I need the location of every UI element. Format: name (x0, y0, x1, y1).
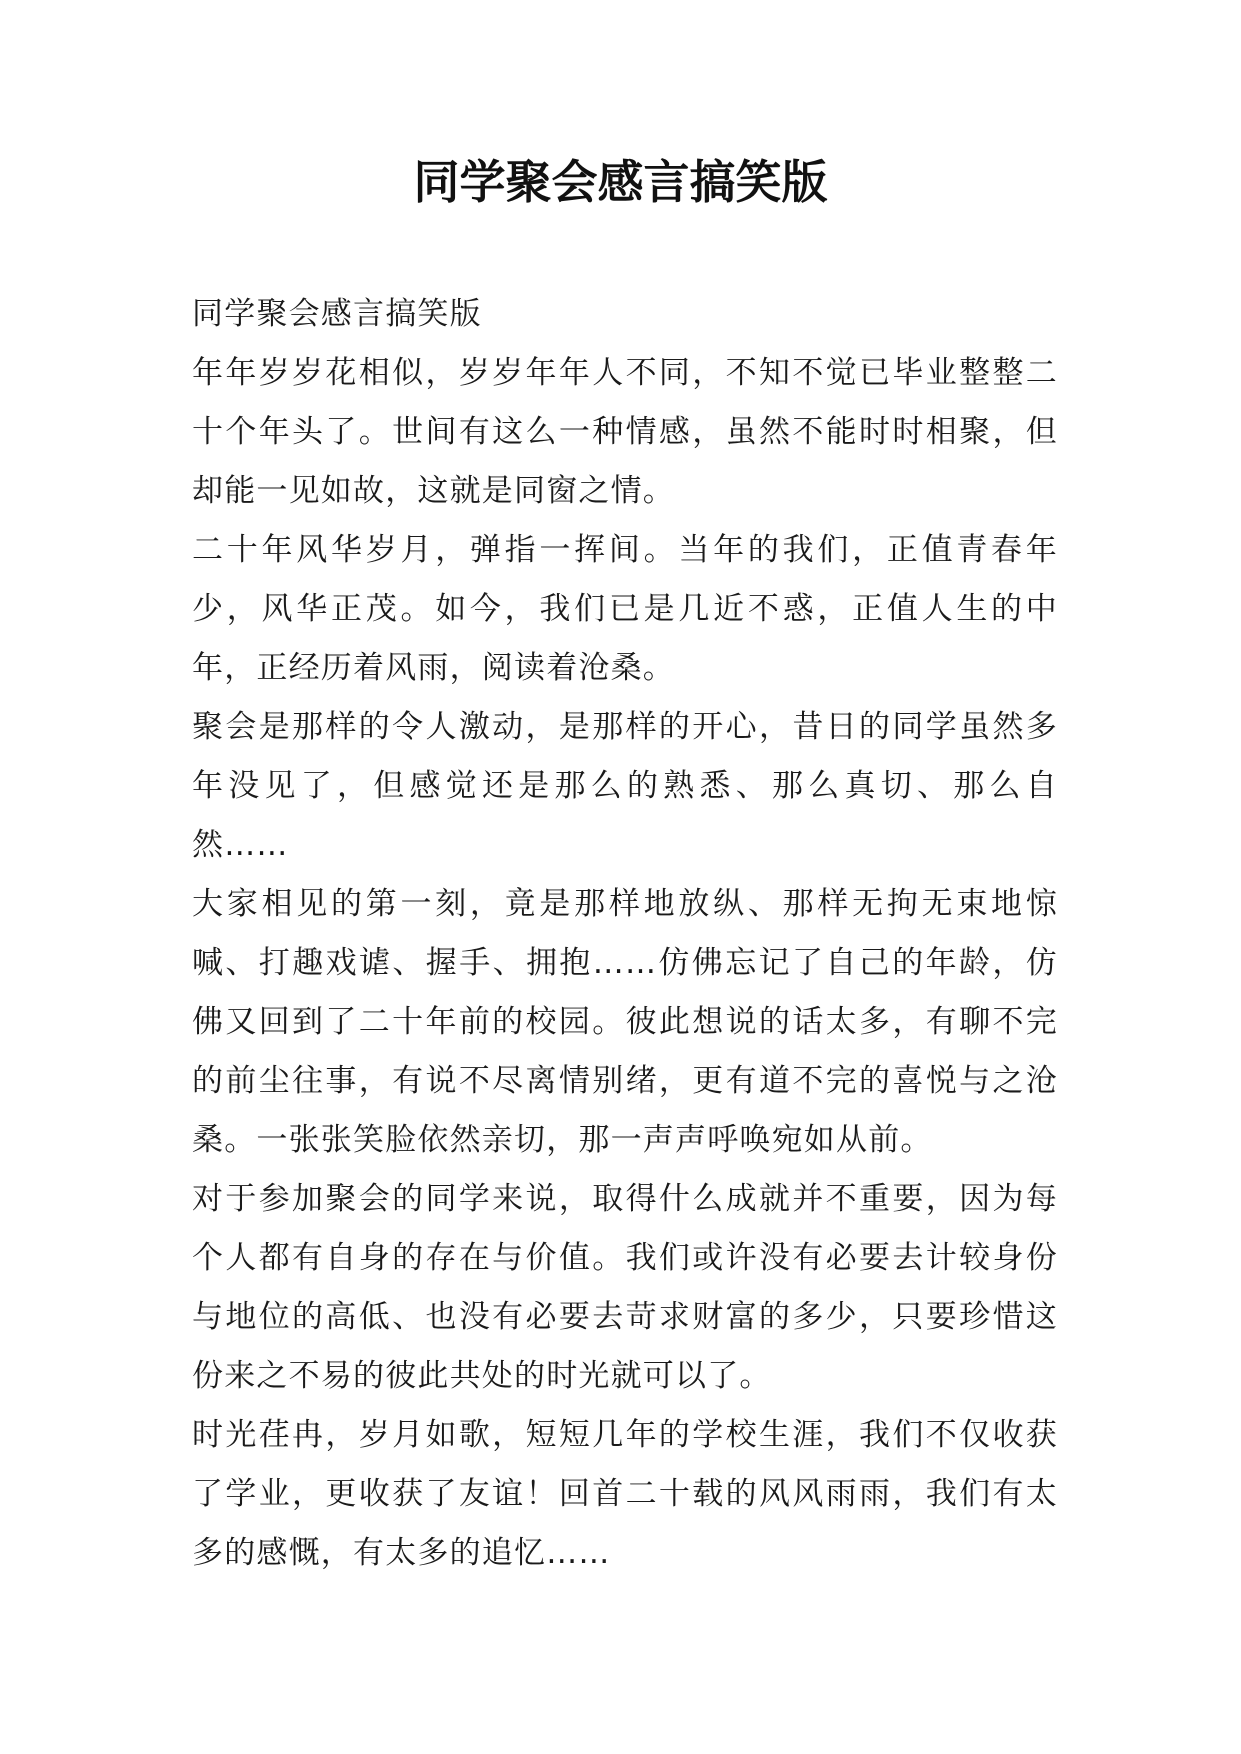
paragraph: 时光荏冉，岁月如歌，短短几年的学校生涯，我们不仅收获了学业，更收获了友谊！回首二十载的风风雨雨，我们有太多的感慨，有太多的追忆…… (192, 1417, 1058, 1571)
paragraph: 二十年风华岁月，弹指一挥间。当年的我们，正值青春年少，风华正茂。如今，我们已是几近不惑，正值人生的中年，正经历着风雨，阅读着沧桑。 (192, 532, 1058, 686)
document-body (192, 285, 1058, 1583)
paragraph: 年年岁岁花相似，岁岁年年人不同，不知不觉已毕业整整二十个年头了。世间有这么一种情感，虽然不能时时相聚，但却能一见如故，这就是同窗之情。 (192, 355, 1058, 509)
paragraph: 对于参加聚会的同学来说，取得什么成就并不重要，因为每个人都有自身的存在与价值。我们或许没有必要去计较身份与地位的高低、也没有必要去苛求财富的多少，只要珍惜这份来之不易的彼此共处的时光就可以了。 (192, 1181, 1058, 1394)
paragraph: 大家相见的第一刻，竟是那样地放纵、那样无拘无束地惊喊、打趣戏谑、握手、拥抱……仿佛忘记了自己的年龄，仿佛又回到了二十年前的校园。彼此想说的话太多，有聊不完的前尘往事，有说不尽离情别绪，更有道不完的喜悦与之沧桑。一张张笑脸依然亲切，那一声声呼唤宛如从前。 (192, 886, 1058, 1158)
paragraph: 聚会是那样的令人激动，是那样的开心，昔日的同学虽然多年没见了，但感觉还是那么的熟悉、那么真切、那么自然…… (192, 709, 1058, 863)
paragraph-subtitle: 同学聚会感言搞笑版 (192, 296, 482, 332)
document-title: 同学聚会感言搞笑版 (413, 155, 828, 209)
